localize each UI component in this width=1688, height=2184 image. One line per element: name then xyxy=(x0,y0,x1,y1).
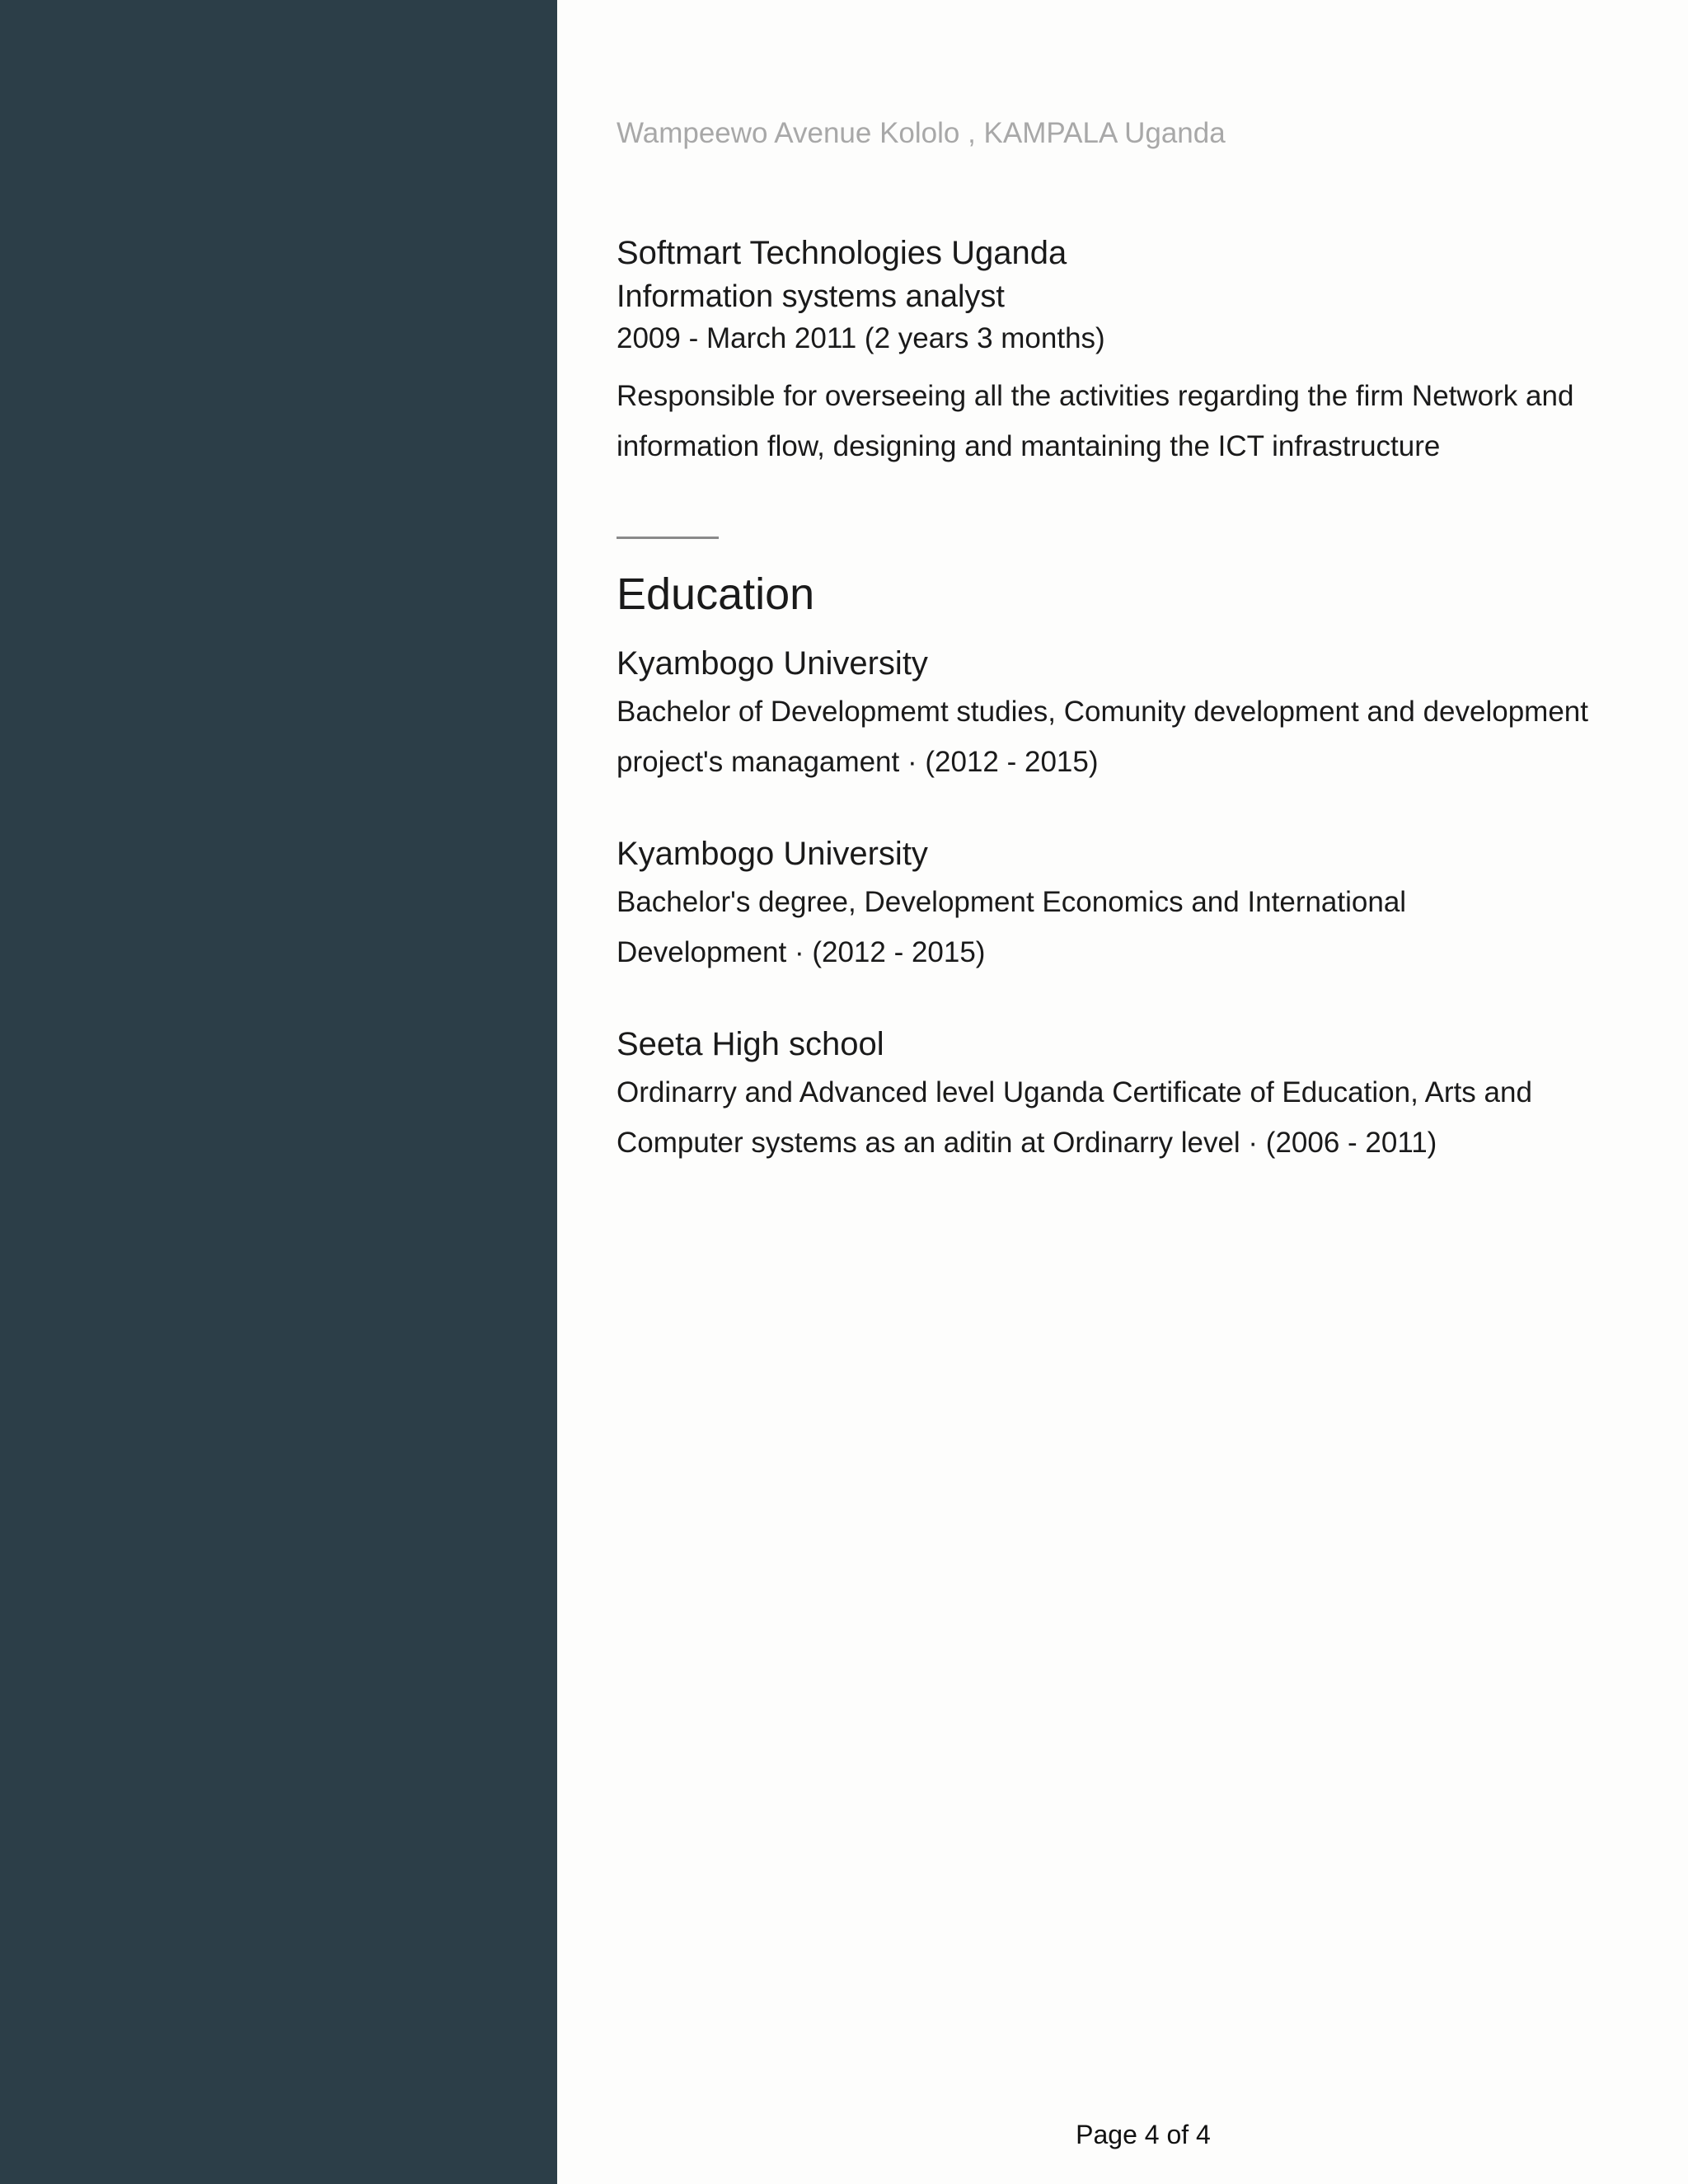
education-detail: Bachelor of Developmemt studies, Comunity development and development project's managament · (2012 - 2015) xyxy=(617,696,1588,778)
experience-company: Softmart Technologies Uganda xyxy=(617,235,1067,271)
experience-entry xyxy=(617,231,1655,471)
page-footer xyxy=(557,2120,1688,2150)
experience-dates: 2009 - March 2011 (2 years 3 months) xyxy=(617,322,1105,354)
education-detail: Ordinarry and Advanced level Uganda Certificate of Education, Arts and Computer systems as an aditin at Ordinarry level · (2006 - 2011) xyxy=(617,1076,1532,1159)
experience-position: Information systems analyst xyxy=(617,279,1005,314)
contact-address: Wampeewo Avenue Kololo , KAMPALA Uganda xyxy=(617,117,1226,149)
education-entry xyxy=(617,831,1655,977)
education-school: Kyambogo University xyxy=(617,645,928,682)
education-school: Seeta High school xyxy=(617,1026,884,1062)
page-number: Page 4 of 4 xyxy=(1076,2120,1211,2149)
education-school: Kyambogo University xyxy=(617,836,928,872)
main-content xyxy=(557,0,1688,2184)
section-divider xyxy=(617,537,719,539)
education-detail: Bachelor's degree, Development Economics and International Development · (2012 - 2015) xyxy=(617,886,1407,968)
education-heading: Education xyxy=(617,569,815,619)
experience-description: Responsible for overseeing all the activities regarding the firm Network and information flow, designing and mantaining the ICT infrastructure xyxy=(617,380,1574,462)
education-entry xyxy=(617,640,1655,787)
education-entry xyxy=(617,1021,1655,1168)
sidebar-panel xyxy=(0,0,557,2184)
